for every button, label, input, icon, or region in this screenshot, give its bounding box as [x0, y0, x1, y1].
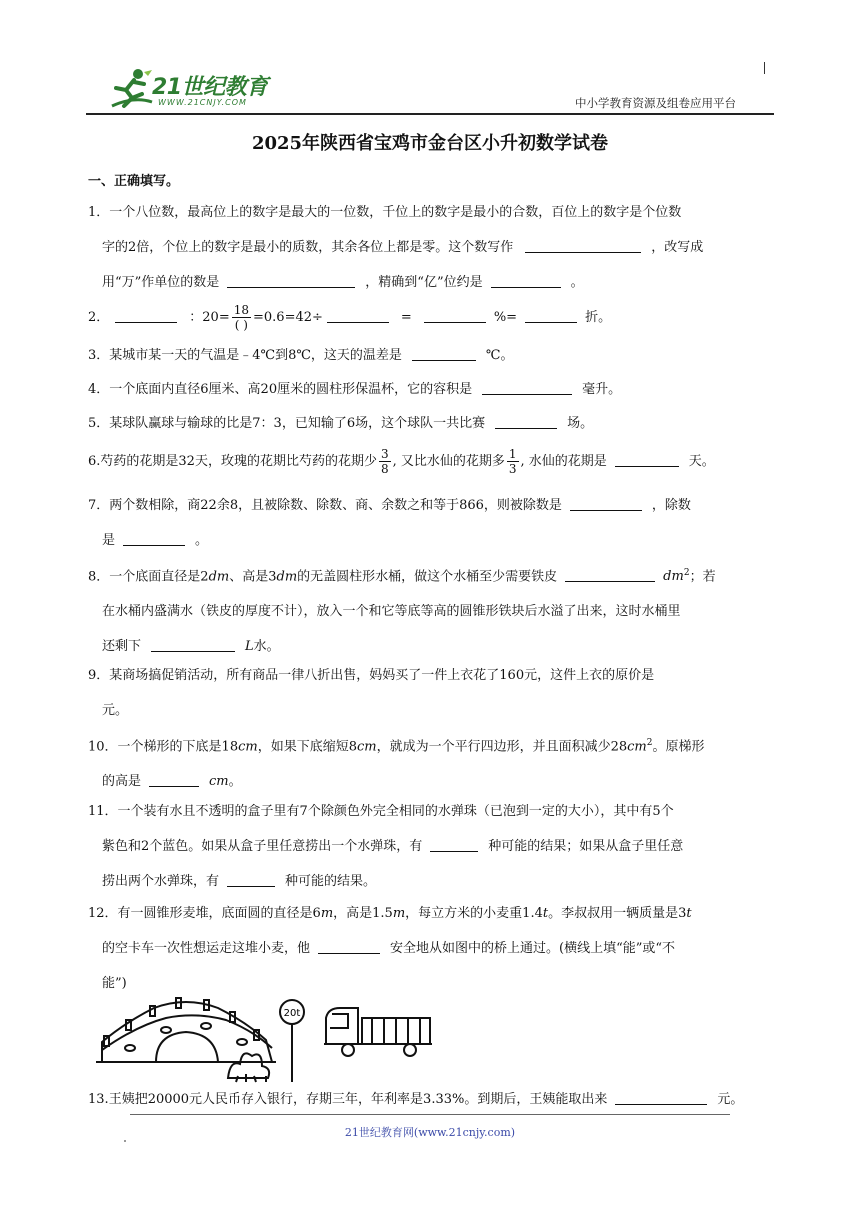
footer-link[interactable]: 21世纪教育网(www.21cnjy.com) [344, 1126, 516, 1139]
answer-blank[interactable] [412, 346, 476, 361]
question-text: 的无盖圆柱形水桶，做这个水桶至少需要铁皮 [297, 569, 558, 585]
question-2 [88, 300, 778, 335]
question-3 [88, 338, 778, 373]
unit-text: dm [208, 569, 230, 585]
question-4 [88, 372, 778, 407]
question-text: ，高是1.5 [333, 906, 393, 921]
question-number: 9． [88, 668, 110, 683]
section-heading: 一、正确填写。 [88, 174, 180, 189]
question-text: ，就成为一个平行四边形，并且面积减少28 [376, 739, 628, 755]
question-number: 12． [88, 906, 118, 921]
question-text: 某城市某一天的气温是﹣4℃到8℃，这天的温差是 [109, 348, 402, 363]
answer-blank[interactable] [482, 380, 572, 395]
question-text: 还剩下 [102, 639, 142, 655]
bridge-truck-illustration [96, 990, 446, 1084]
unit-text: cm [209, 774, 229, 790]
question-text: 安全地从如图中的桥上通过。(横线上填“能”或“不 [390, 941, 676, 956]
question-text: 能”) [102, 976, 127, 991]
question-text: 字的2倍，个位上的数字是最小的质数，其余各位上都是零。这个数写作 [102, 240, 514, 255]
fraction-denominator: ( ) [234, 318, 248, 332]
unit-text: cm [627, 739, 647, 755]
question-number: 10． [88, 739, 118, 755]
platform-label: 中小学教育资源及组卷应用平台 [575, 96, 736, 110]
question-text: 一个底面内直径6厘米、高20厘米的圆柱形保温杯，它的容积是 [109, 382, 473, 397]
fraction-numerator: 1 [508, 447, 517, 461]
question-text: 一个装有水且不透明的盒子里有7个除颜色外完全相同的水弹珠（已泡到一定的大小），其中有5个 [117, 804, 674, 819]
answer-blank[interactable] [615, 1090, 707, 1105]
fraction-denominator: 8 [380, 462, 389, 476]
answer-blank[interactable] [615, 452, 679, 467]
unit-text: dm [276, 569, 298, 585]
question-text: 毫升。 [582, 382, 622, 397]
question-text: 两个数相除，商22余8，且被除数、除数、商、余数之和等于866，则被除数是 [109, 498, 562, 513]
question-number: 1． [88, 205, 110, 220]
answer-blank[interactable] [565, 567, 655, 582]
question-text: 用“万”作单位的数是 [102, 275, 220, 290]
header-rule [86, 113, 774, 115]
question-text: ，每立方米的小麦重1.4 [405, 906, 543, 921]
page-title: 2025年陕西省宝鸡市金台区小升初数学试卷 [251, 133, 609, 154]
question-number: 2． [88, 310, 110, 325]
question-text: ，如果下底缩短8 [257, 739, 357, 755]
answer-blank[interactable] [495, 414, 557, 429]
question-text: 在水桶内盛满水（铁皮的厚度不计），放入一个和它等底等高的圆锥形铁块后水溢了出来，这时水桶里 [102, 604, 681, 620]
question-text: 元。 [102, 703, 129, 718]
question-text: 有一圆锥形麦堆，底面圆的直径是6 [117, 906, 321, 921]
question-number: 5． [88, 416, 110, 431]
question-text: ：20= [189, 310, 230, 325]
bridge-icon [96, 998, 276, 1082]
answer-blank[interactable] [227, 872, 275, 887]
question-number: 3． [88, 348, 110, 363]
unit-text: cm [356, 739, 377, 755]
weight-limit-sign-icon [280, 1000, 304, 1082]
question-text: 。 [570, 275, 584, 290]
question-text: %= [493, 310, 518, 325]
question-text: 元。 [717, 1092, 744, 1107]
question-text: 捞出两个水弹珠，有 [102, 874, 220, 889]
question-8 [88, 556, 778, 664]
answer-blank[interactable] [151, 637, 235, 652]
fraction [232, 303, 251, 332]
superscript: 2 [683, 568, 690, 578]
question-number: 8． [88, 569, 110, 585]
fraction [379, 447, 391, 476]
question-1 [88, 195, 778, 300]
unit-text: m [320, 906, 334, 921]
question-text: 紫色和2个蓝色。如果从盒子里任意捞出一个水弹珠，有 [102, 839, 423, 854]
answer-blank[interactable] [525, 308, 577, 323]
question-number: 11． [88, 804, 118, 819]
footer-rule [130, 1114, 730, 1115]
logo-url: WWW.21CNJY.COM [158, 98, 247, 107]
answer-blank[interactable] [227, 273, 355, 288]
answer-blank[interactable] [525, 238, 641, 253]
question-text: , 水仙的花期是 [520, 454, 607, 469]
question-text: ；若 [689, 569, 716, 585]
question-12 [88, 896, 778, 1001]
unit-text: dm [663, 569, 684, 585]
question-text: 种可能的结果。 [285, 874, 377, 889]
fraction-numerator: 3 [380, 447, 389, 461]
answer-blank[interactable] [123, 531, 185, 546]
logo-text: 21世纪教育 [152, 75, 268, 100]
question-9 [88, 658, 778, 728]
question-text: 一个八位数，最高位上的数字是最大的一位数，千位上的数字是最小的合数，百位上的数字是个位数 [109, 205, 682, 220]
unit-text: L [245, 639, 254, 655]
question-text: 芍药的花期是32天，玫瑰的花期比芍药的花期少 [100, 454, 377, 469]
answer-blank[interactable] [149, 772, 199, 787]
question-text: 某商场搞促销活动，所有商品一律八折出售，妈妈买了一件上衣花了160元，这件上衣的原价是 [109, 668, 655, 683]
unit-text: cm [238, 739, 258, 755]
question-text: 天。 [688, 454, 715, 469]
question-text: , 又比水仙的花期多 [392, 454, 505, 469]
corner-mark [764, 62, 765, 74]
page-dot [124, 1140, 126, 1142]
question-text: 折。 [585, 310, 612, 325]
answer-blank[interactable] [491, 273, 561, 288]
question-text: ℃。 [485, 348, 514, 363]
question-text: 的空卡车一次性想运走这堆小麦，他 [102, 941, 311, 956]
question-text: ，改写成 [651, 240, 704, 255]
fraction-numerator: 18 [233, 303, 249, 317]
question-text: 场。 [567, 416, 594, 431]
unit-text: m [392, 906, 406, 921]
question-text: 种可能的结果；如果从盒子里任意 [488, 839, 684, 854]
question-text: 、高是3 [229, 569, 277, 585]
answer-blank[interactable] [424, 308, 486, 323]
question-text: 是 [102, 533, 116, 548]
truck-icon [324, 1008, 432, 1056]
question-text: 一个梯形的下底是18 [117, 739, 239, 755]
question-number: 4． [88, 382, 110, 397]
answer-blank[interactable] [327, 308, 389, 323]
question-10 [88, 726, 778, 799]
question-text: 的高是 [102, 774, 142, 790]
answer-blank[interactable] [430, 837, 478, 852]
question-number: 7． [88, 498, 110, 513]
question-text: 王姨把20000元人民币存入银行，存期三年，年利率是3.33%。到期后，王姨能取出来 [108, 1092, 608, 1107]
question-text: 。 [228, 774, 242, 790]
question-text: 一个底面直径是2 [109, 569, 209, 585]
answer-blank[interactable] [570, 496, 642, 511]
question-text: ，除数 [651, 498, 691, 513]
question-text: ，精确到“亿”位约是 [365, 275, 483, 290]
answer-blank[interactable] [115, 308, 177, 323]
sign-text: 20t [283, 1008, 301, 1019]
question-text: 水。 [253, 639, 280, 655]
question-text: 某球队赢球与输球的比是7：3，已知输了6场，这个球队一共比赛 [109, 416, 486, 431]
superscript: 2 [646, 738, 653, 748]
question-text: 。 [195, 533, 209, 548]
question-text: =0.6=42÷ [253, 310, 323, 325]
question-text: 。李叔叔用一辆质量是3 [548, 906, 687, 921]
question-text: = [400, 310, 412, 325]
question-7 [88, 488, 778, 558]
question-13 [88, 1082, 778, 1117]
unit-text: t [542, 906, 549, 921]
question-11 [88, 794, 778, 899]
fraction [507, 447, 519, 476]
fraction-denominator: 3 [508, 462, 517, 476]
unit-text: t [686, 906, 692, 921]
answer-blank[interactable] [318, 939, 380, 954]
question-text: 。原梯形 [652, 739, 705, 755]
question-number: 13. [88, 1092, 109, 1107]
question-5 [88, 406, 778, 441]
question-number: 6. [88, 454, 101, 469]
question-6 [88, 444, 778, 479]
